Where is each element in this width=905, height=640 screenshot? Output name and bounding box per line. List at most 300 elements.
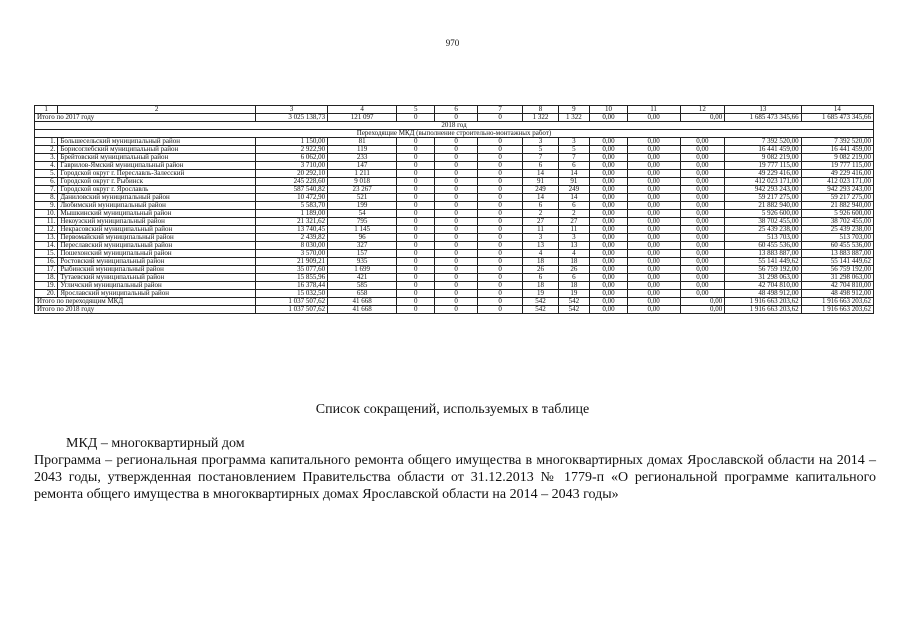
table-cell: 0: [435, 194, 477, 202]
table-row: [35, 202, 874, 210]
column-number: 3: [255, 106, 327, 114]
table-cell: 96: [328, 234, 397, 242]
column-number: 2: [58, 106, 256, 114]
table-cell: 0: [397, 226, 435, 234]
table-cell: 521: [328, 194, 397, 202]
section-label: Переходящие МКД (выполнение строительно-монтажных работ): [35, 130, 874, 138]
total-cell: 542: [558, 306, 590, 314]
municipality-name: Борисоглебский муниципальный район: [58, 146, 256, 154]
column-number: 6: [435, 106, 477, 114]
table-cell: 412 023 171,00: [725, 178, 801, 186]
table-cell: 49 229 416,00: [725, 170, 801, 178]
table-cell: 0: [397, 234, 435, 242]
table-cell: 56 759 192,00: [725, 266, 801, 274]
table-row: [35, 218, 874, 226]
table-cell: 0,00: [680, 162, 725, 170]
table-cell: 0,00: [680, 146, 725, 154]
table-cell: 0,00: [627, 274, 680, 282]
table-row: [35, 266, 874, 274]
table-cell: 1 699: [328, 266, 397, 274]
total-transitional-row: [35, 298, 874, 306]
table-cell: 245 228,60: [255, 178, 327, 186]
total-cell: 0,00: [680, 114, 725, 122]
table-cell: 6: [558, 274, 590, 282]
table-cell: 18: [523, 282, 558, 290]
table-cell: 6: [558, 202, 590, 210]
municipality-name: Брейтовский муниципальный район: [58, 154, 256, 162]
table-cell: 31 298 063,00: [801, 274, 873, 282]
table-cell: 48 498 912,00: [725, 290, 801, 298]
table-cell: 0: [435, 266, 477, 274]
municipality-name: Любимский муниципальный район: [58, 202, 256, 210]
total-cell: 1 685 473 345,66: [801, 114, 873, 122]
table-cell: 3 570,00: [255, 250, 327, 258]
table-cell: 0,00: [627, 154, 680, 162]
total-label: Итого по 2018 году: [35, 306, 256, 314]
column-number: 7: [477, 106, 523, 114]
table-cell: 0: [397, 242, 435, 250]
table-cell: 48 498 912,00: [801, 290, 873, 298]
table-row: [35, 210, 874, 218]
total-label: Итого по переходящим МКД: [35, 298, 256, 306]
table-cell: 0,00: [680, 274, 725, 282]
table-cell: 18: [523, 258, 558, 266]
table-cell: 9 082 219,00: [801, 154, 873, 162]
table-cell: 3: [558, 138, 590, 146]
table-cell: 0,00: [590, 250, 627, 258]
table-cell: 0,00: [590, 242, 627, 250]
table-cell: 0,00: [590, 154, 627, 162]
table-row: [35, 258, 874, 266]
table-cell: 0,00: [627, 226, 680, 234]
table-cell: 6: [523, 202, 558, 210]
table-row: [35, 242, 874, 250]
table-row: [35, 178, 874, 186]
table-cell: 49 229 416,00: [801, 170, 873, 178]
table-cell: 5 926 600,00: [725, 210, 801, 218]
table-cell: 0,00: [590, 274, 627, 282]
table-cell: 0: [397, 194, 435, 202]
table-cell: 0: [477, 210, 523, 218]
table-cell: 8 030,00: [255, 242, 327, 250]
table-cell: 0: [435, 178, 477, 186]
total-cell: 1 322: [523, 114, 558, 122]
table-cell: 327: [328, 242, 397, 250]
table-cell: 25 439 238,00: [801, 226, 873, 234]
table-cell: 13: [523, 242, 558, 250]
table-cell: 13 883 887,00: [725, 250, 801, 258]
table-cell: 0: [435, 186, 477, 194]
table-cell: 0: [477, 178, 523, 186]
table-cell: 0: [477, 282, 523, 290]
row-number: 15.: [35, 250, 58, 258]
total-cell: 542: [523, 298, 558, 306]
row-number: 2.: [35, 146, 58, 154]
table-cell: 587 540,82: [255, 186, 327, 194]
year-row: [35, 122, 874, 130]
table-cell: 0: [435, 218, 477, 226]
table-cell: 16 441 459,00: [725, 146, 801, 154]
table-cell: 0,00: [680, 170, 725, 178]
row-number: 7.: [35, 186, 58, 194]
table-cell: 26: [558, 266, 590, 274]
table-cell: 35 077,60: [255, 266, 327, 274]
table-cell: 0: [397, 218, 435, 226]
table-cell: 0,00: [590, 282, 627, 290]
total-cell: 0,00: [590, 298, 627, 306]
total-cell: 1 916 663 203,62: [801, 306, 873, 314]
municipality-name: Некрасовский муниципальный район: [58, 226, 256, 234]
table-cell: 59 217 275,00: [801, 194, 873, 202]
table-cell: 1 150,00: [255, 138, 327, 146]
table-cell: 0: [477, 266, 523, 274]
table-cell: 0: [397, 154, 435, 162]
table-cell: 6 062,00: [255, 154, 327, 162]
total-cell: 0: [435, 114, 477, 122]
table-cell: 249: [558, 186, 590, 194]
table-row: [35, 274, 874, 282]
table-cell: 942 293 243,00: [725, 186, 801, 194]
column-number: 8: [523, 106, 558, 114]
table-cell: 0: [397, 250, 435, 258]
table-cell: 0: [435, 274, 477, 282]
table-cell: 0: [435, 258, 477, 266]
table-cell: 5 583,70: [255, 202, 327, 210]
total-cell: 0,00: [590, 306, 627, 314]
table-cell: 55 141 449,62: [801, 258, 873, 266]
table-cell: 0,00: [627, 210, 680, 218]
table-cell: 0: [435, 250, 477, 258]
table-cell: 4: [523, 250, 558, 258]
total-cell: 3 025 138,73: [255, 114, 327, 122]
table-cell: 2: [558, 210, 590, 218]
total-cell: 1 916 663 203,62: [725, 298, 801, 306]
table-cell: 0: [477, 194, 523, 202]
table-cell: 0: [477, 290, 523, 298]
table-cell: 0,00: [627, 218, 680, 226]
table-cell: 0,00: [590, 178, 627, 186]
column-number: 12: [680, 106, 725, 114]
table-cell: 0: [477, 154, 523, 162]
row-number: 5.: [35, 170, 58, 178]
table-cell: 38 702 455,00: [801, 218, 873, 226]
section-row: [35, 130, 874, 138]
table-cell: 0,00: [590, 186, 627, 194]
municipality-name: Тутаевский муниципальный район: [58, 274, 256, 282]
table-cell: 7: [523, 154, 558, 162]
table-cell: 0: [397, 266, 435, 274]
total-cell: 0,00: [627, 298, 680, 306]
table-cell: 54: [328, 210, 397, 218]
table-cell: 13: [558, 242, 590, 250]
row-number: 6.: [35, 178, 58, 186]
total-cell: 1 037 507,62: [255, 306, 327, 314]
table-cell: 0: [435, 170, 477, 178]
table-cell: 0: [397, 202, 435, 210]
table-cell: 0: [397, 170, 435, 178]
table-cell: 25 439 238,00: [725, 226, 801, 234]
table-cell: 42 704 810,00: [725, 282, 801, 290]
table-cell: 18: [558, 258, 590, 266]
table-cell: 513 703,00: [725, 234, 801, 242]
table-cell: 10 472,90: [255, 194, 327, 202]
table-row: [35, 186, 874, 194]
column-number: 9: [558, 106, 590, 114]
year-label: 2018 год: [35, 122, 874, 130]
table-cell: 91: [523, 178, 558, 186]
total-cell: 542: [523, 306, 558, 314]
table-cell: 0: [435, 282, 477, 290]
table-cell: 16 441 459,00: [801, 146, 873, 154]
table-cell: 19 777 115,00: [801, 162, 873, 170]
total-cell: 0,00: [680, 298, 725, 306]
column-number-row: [35, 106, 874, 114]
table-cell: 27: [523, 218, 558, 226]
table-row: [35, 146, 874, 154]
column-number: 10: [590, 106, 627, 114]
total-cell: 0: [397, 298, 435, 306]
column-number: 11: [627, 106, 680, 114]
table-cell: 795: [328, 218, 397, 226]
row-number: 20.: [35, 290, 58, 298]
table-cell: 942 293 243,00: [801, 186, 873, 194]
row-number: 9.: [35, 202, 58, 210]
table-cell: 0: [397, 146, 435, 154]
table-cell: 19 777 115,00: [725, 162, 801, 170]
table-cell: 0,00: [680, 202, 725, 210]
total-cell: 0: [477, 298, 523, 306]
table-cell: 0: [397, 258, 435, 266]
table-cell: 1 211: [328, 170, 397, 178]
table-cell: 0,00: [590, 226, 627, 234]
table-cell: 2: [523, 210, 558, 218]
table-cell: 55 141 449,62: [725, 258, 801, 266]
table-row: [35, 138, 874, 146]
table-cell: 20 292,10: [255, 170, 327, 178]
capital-repair-table: [34, 105, 874, 314]
table-cell: 3: [558, 234, 590, 242]
table-cell: 0: [435, 226, 477, 234]
table-cell: 14: [558, 194, 590, 202]
row-number: 13.: [35, 234, 58, 242]
table-cell: 0,00: [627, 242, 680, 250]
row-number: 17.: [35, 266, 58, 274]
table-cell: 0,00: [680, 250, 725, 258]
total-cell: 0: [397, 306, 435, 314]
table-cell: 513 703,00: [801, 234, 873, 242]
table-cell: 15 855,96: [255, 274, 327, 282]
municipality-name: Гаврилов-Ямский муниципальный район: [58, 162, 256, 170]
municipality-name: Рыбинский муниципальный район: [58, 266, 256, 274]
table-row: [35, 226, 874, 234]
table-cell: 14: [523, 170, 558, 178]
table-cell: 0,00: [590, 170, 627, 178]
table-row: [35, 170, 874, 178]
table-row: [35, 194, 874, 202]
table-row: [35, 162, 874, 170]
row-number: 11.: [35, 218, 58, 226]
total-cell: 1 916 663 203,62: [801, 298, 873, 306]
total-cell: 0,00: [680, 306, 725, 314]
total-cell: 41 668: [328, 306, 397, 314]
table-row: [35, 282, 874, 290]
total-cell: 1 322: [558, 114, 590, 122]
table-cell: 0,00: [590, 162, 627, 170]
table-cell: 0,00: [590, 202, 627, 210]
table-cell: 658: [328, 290, 397, 298]
row-number: 14.: [35, 242, 58, 250]
table-cell: 0: [477, 186, 523, 194]
total-cell: 0,00: [627, 114, 680, 122]
table-cell: 3: [523, 138, 558, 146]
table-cell: 0: [477, 146, 523, 154]
total-cell: 1 685 473 345,66: [725, 114, 801, 122]
table-cell: 0: [397, 138, 435, 146]
total-cell: 542: [558, 298, 590, 306]
municipality-name: Мышкинский муниципальный район: [58, 210, 256, 218]
row-number: 3.: [35, 154, 58, 162]
table-cell: 11: [523, 226, 558, 234]
table-cell: 0,00: [590, 146, 627, 154]
table-cell: 9 082 219,00: [725, 154, 801, 162]
table-row: [35, 290, 874, 298]
table-cell: 0,00: [680, 258, 725, 266]
table-cell: 0: [397, 282, 435, 290]
table-cell: 0,00: [590, 290, 627, 298]
table-cell: 7 392 520,00: [725, 138, 801, 146]
table-cell: 0,00: [627, 258, 680, 266]
table-cell: 11: [558, 226, 590, 234]
table-cell: 0,00: [627, 202, 680, 210]
table-cell: 233: [328, 154, 397, 162]
total-cell: 0,00: [590, 114, 627, 122]
total-cell: 121 097: [328, 114, 397, 122]
row-number: 16.: [35, 258, 58, 266]
table-cell: 5: [558, 146, 590, 154]
table-cell: 0: [477, 242, 523, 250]
municipality-name: Городской округ г. Ярославль: [58, 186, 256, 194]
table-cell: 0: [477, 258, 523, 266]
table-cell: 147: [328, 162, 397, 170]
table-cell: 0: [397, 210, 435, 218]
table-cell: 0: [397, 178, 435, 186]
table-cell: 0,00: [680, 210, 725, 218]
table-cell: 0,00: [680, 138, 725, 146]
table-cell: 0: [435, 146, 477, 154]
table-cell: 13 740,45: [255, 226, 327, 234]
table-cell: 56 759 192,00: [801, 266, 873, 274]
table-cell: 157: [328, 250, 397, 258]
table-cell: 0,00: [680, 234, 725, 242]
table-cell: 119: [328, 146, 397, 154]
municipality-name: Большесельский муниципальный район: [58, 138, 256, 146]
table-cell: 5: [523, 146, 558, 154]
table-cell: 0,00: [680, 290, 725, 298]
column-number: 1: [35, 106, 58, 114]
municipality-name: Некоузский муниципальный район: [58, 218, 256, 226]
table-cell: 249: [523, 186, 558, 194]
table-cell: 0: [435, 290, 477, 298]
table-cell: 0,00: [680, 178, 725, 186]
total-label: Итого по 2017 году: [35, 114, 256, 122]
column-number: 5: [397, 106, 435, 114]
municipality-name: Переславский муниципальный район: [58, 242, 256, 250]
table-cell: 0,00: [680, 282, 725, 290]
row-number: 4.: [35, 162, 58, 170]
table-cell: 0: [435, 154, 477, 162]
table-cell: 0,00: [680, 218, 725, 226]
table-cell: 0,00: [590, 266, 627, 274]
table-cell: 935: [328, 258, 397, 266]
table-cell: 19: [523, 290, 558, 298]
table-cell: 7: [558, 154, 590, 162]
table-cell: 0: [477, 274, 523, 282]
table-cell: 0,00: [627, 170, 680, 178]
table-cell: 0,00: [680, 154, 725, 162]
municipality-name: Пошехонский муниципальный район: [58, 250, 256, 258]
table-cell: 81: [328, 138, 397, 146]
table-cell: 0,00: [627, 282, 680, 290]
table-cell: 2 922,90: [255, 146, 327, 154]
table-cell: 421: [328, 274, 397, 282]
table-cell: 0: [477, 218, 523, 226]
table-cell: 0,00: [590, 138, 627, 146]
table-cell: 585: [328, 282, 397, 290]
table-cell: 0: [397, 162, 435, 170]
table-cell: 0,00: [590, 258, 627, 266]
table-cell: 0,00: [590, 194, 627, 202]
total-cell: 41 668: [328, 298, 397, 306]
table-cell: 0,00: [590, 234, 627, 242]
table-cell: 0,00: [627, 194, 680, 202]
table-cell: 0,00: [627, 138, 680, 146]
table-cell: 0: [435, 234, 477, 242]
table-cell: 0,00: [680, 194, 725, 202]
page-number: 970: [445, 38, 460, 48]
total-2017-row: [35, 114, 874, 122]
row-number: 18.: [35, 274, 58, 282]
table-cell: 2 439,82: [255, 234, 327, 242]
total-cell: 1 916 663 203,62: [725, 306, 801, 314]
total-2018-row: [35, 306, 874, 314]
table-cell: 0,00: [627, 234, 680, 242]
row-number: 19.: [35, 282, 58, 290]
table-cell: 0: [435, 242, 477, 250]
total-cell: 0: [477, 306, 523, 314]
table-cell: 59 217 275,00: [725, 194, 801, 202]
table-cell: 0,00: [627, 146, 680, 154]
table-cell: 21 882 940,00: [725, 202, 801, 210]
row-number: 1.: [35, 138, 58, 146]
table-cell: 0,00: [627, 162, 680, 170]
table-cell: 0: [435, 138, 477, 146]
table-cell: 21 321,62: [255, 218, 327, 226]
program-definition: Программа – региональная программа капитального ремонта общего имущества в многоквартирных домах Ярославской области на 2014 – 2043 годы, утвержденная постановлением Правительства области от 31.12.2013 № 1779-п «О региональной программе капитального ремонта общего имущества в многоквартирных домах Ярославской области на 2014 – 2043 годы»: [34, 453, 876, 502]
table-cell: 0: [477, 250, 523, 258]
table-cell: 14: [523, 194, 558, 202]
table-cell: 0,00: [627, 178, 680, 186]
table-cell: 199: [328, 202, 397, 210]
table-cell: 91: [558, 178, 590, 186]
table-cell: 14: [558, 170, 590, 178]
table-cell: 1 145: [328, 226, 397, 234]
table-cell: 0,00: [627, 186, 680, 194]
total-cell: 1 037 507,62: [255, 298, 327, 306]
table-cell: 9 018: [328, 178, 397, 186]
table-cell: 3 710,00: [255, 162, 327, 170]
table-cell: 0: [477, 170, 523, 178]
column-number: 4: [328, 106, 397, 114]
